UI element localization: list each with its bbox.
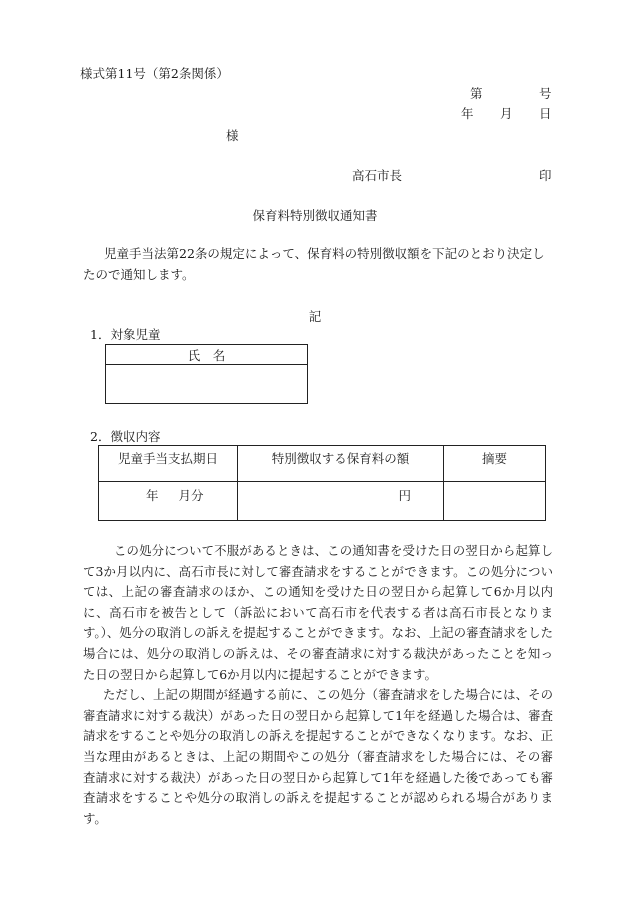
cell-month: 月分 [178, 488, 204, 503]
section1-heading: 1．対象児童 [90, 327, 161, 342]
cell-remarks [444, 482, 546, 521]
date-year: 年 [461, 106, 474, 121]
cell-year: 年 [146, 488, 159, 503]
header-pay-date: 児童手当支払期日 [99, 446, 238, 482]
date-month: 月 [500, 106, 513, 121]
addressee-suffix: 様 [226, 128, 239, 143]
name-header: 氏 名 [106, 345, 308, 365]
date-day: 日 [539, 106, 552, 121]
number-dai: 第 [470, 86, 483, 101]
header-amount: 特別徴収する保育料の額 [238, 446, 444, 482]
page-title: 保育料特別徴収通知書 [252, 208, 378, 223]
name-value-cell [106, 365, 308, 404]
seal-mark: 印 [539, 168, 552, 183]
collection-table [98, 445, 546, 521]
form-label: 様式第11号（第2条関係） [80, 66, 229, 81]
notice-block [83, 541, 553, 829]
issuer: 高石市長 [352, 168, 403, 183]
child-table [105, 344, 308, 404]
header-remarks: 摘要 [444, 446, 546, 482]
intro-text: 児童手当法第22条の規定によって、保育料の特別徴収額を下記のとおり決定したので通知します。 [83, 246, 545, 282]
cell-pay-date [99, 482, 238, 521]
notice-paragraph-1: この処分について不服があるときは、この通知書を受けた日の翌日から起算して3か月以内に、高石市長に対して審査請求をすることができます。この処分については、上記の審査請求のほか、この通知を受けた日の翌日から起算して6か月以内に、高石市を被告として（訴訟において高石市を代表する者は高石市長となります。）、処分の取消しの訴えを提起することができます。なお、上記の審査請求をした場合には、処分の取消しの訴えは、その審査請求に対する裁決があったことを知った日の翌日から起算して6か月以内に提起することができます。 [83, 543, 553, 682]
number-go: 号 [539, 86, 552, 101]
section2-heading: 2．徴収内容 [90, 429, 161, 444]
cell-amount: 円 [238, 482, 444, 521]
ki-label: 記 [308, 309, 322, 324]
notice-paragraph-2: ただし、上記の期間が経過する前に、この処分（審査請求をした場合には、その審査請求に対する裁決）があった日の翌日から起算して1年を経過した場合は、審査請求をすることや処分の取消しの訴えを提起することができなくなります。なお、正当な理由があるときは、上記の期間やこの処分（審査請求をした場合には、その審査請求に対する裁決）があった日の翌日から起算して1年を経過した後であっても審査請求をすることや処分の取消しの訴えを提起することが認められる場合があります。 [83, 687, 553, 826]
